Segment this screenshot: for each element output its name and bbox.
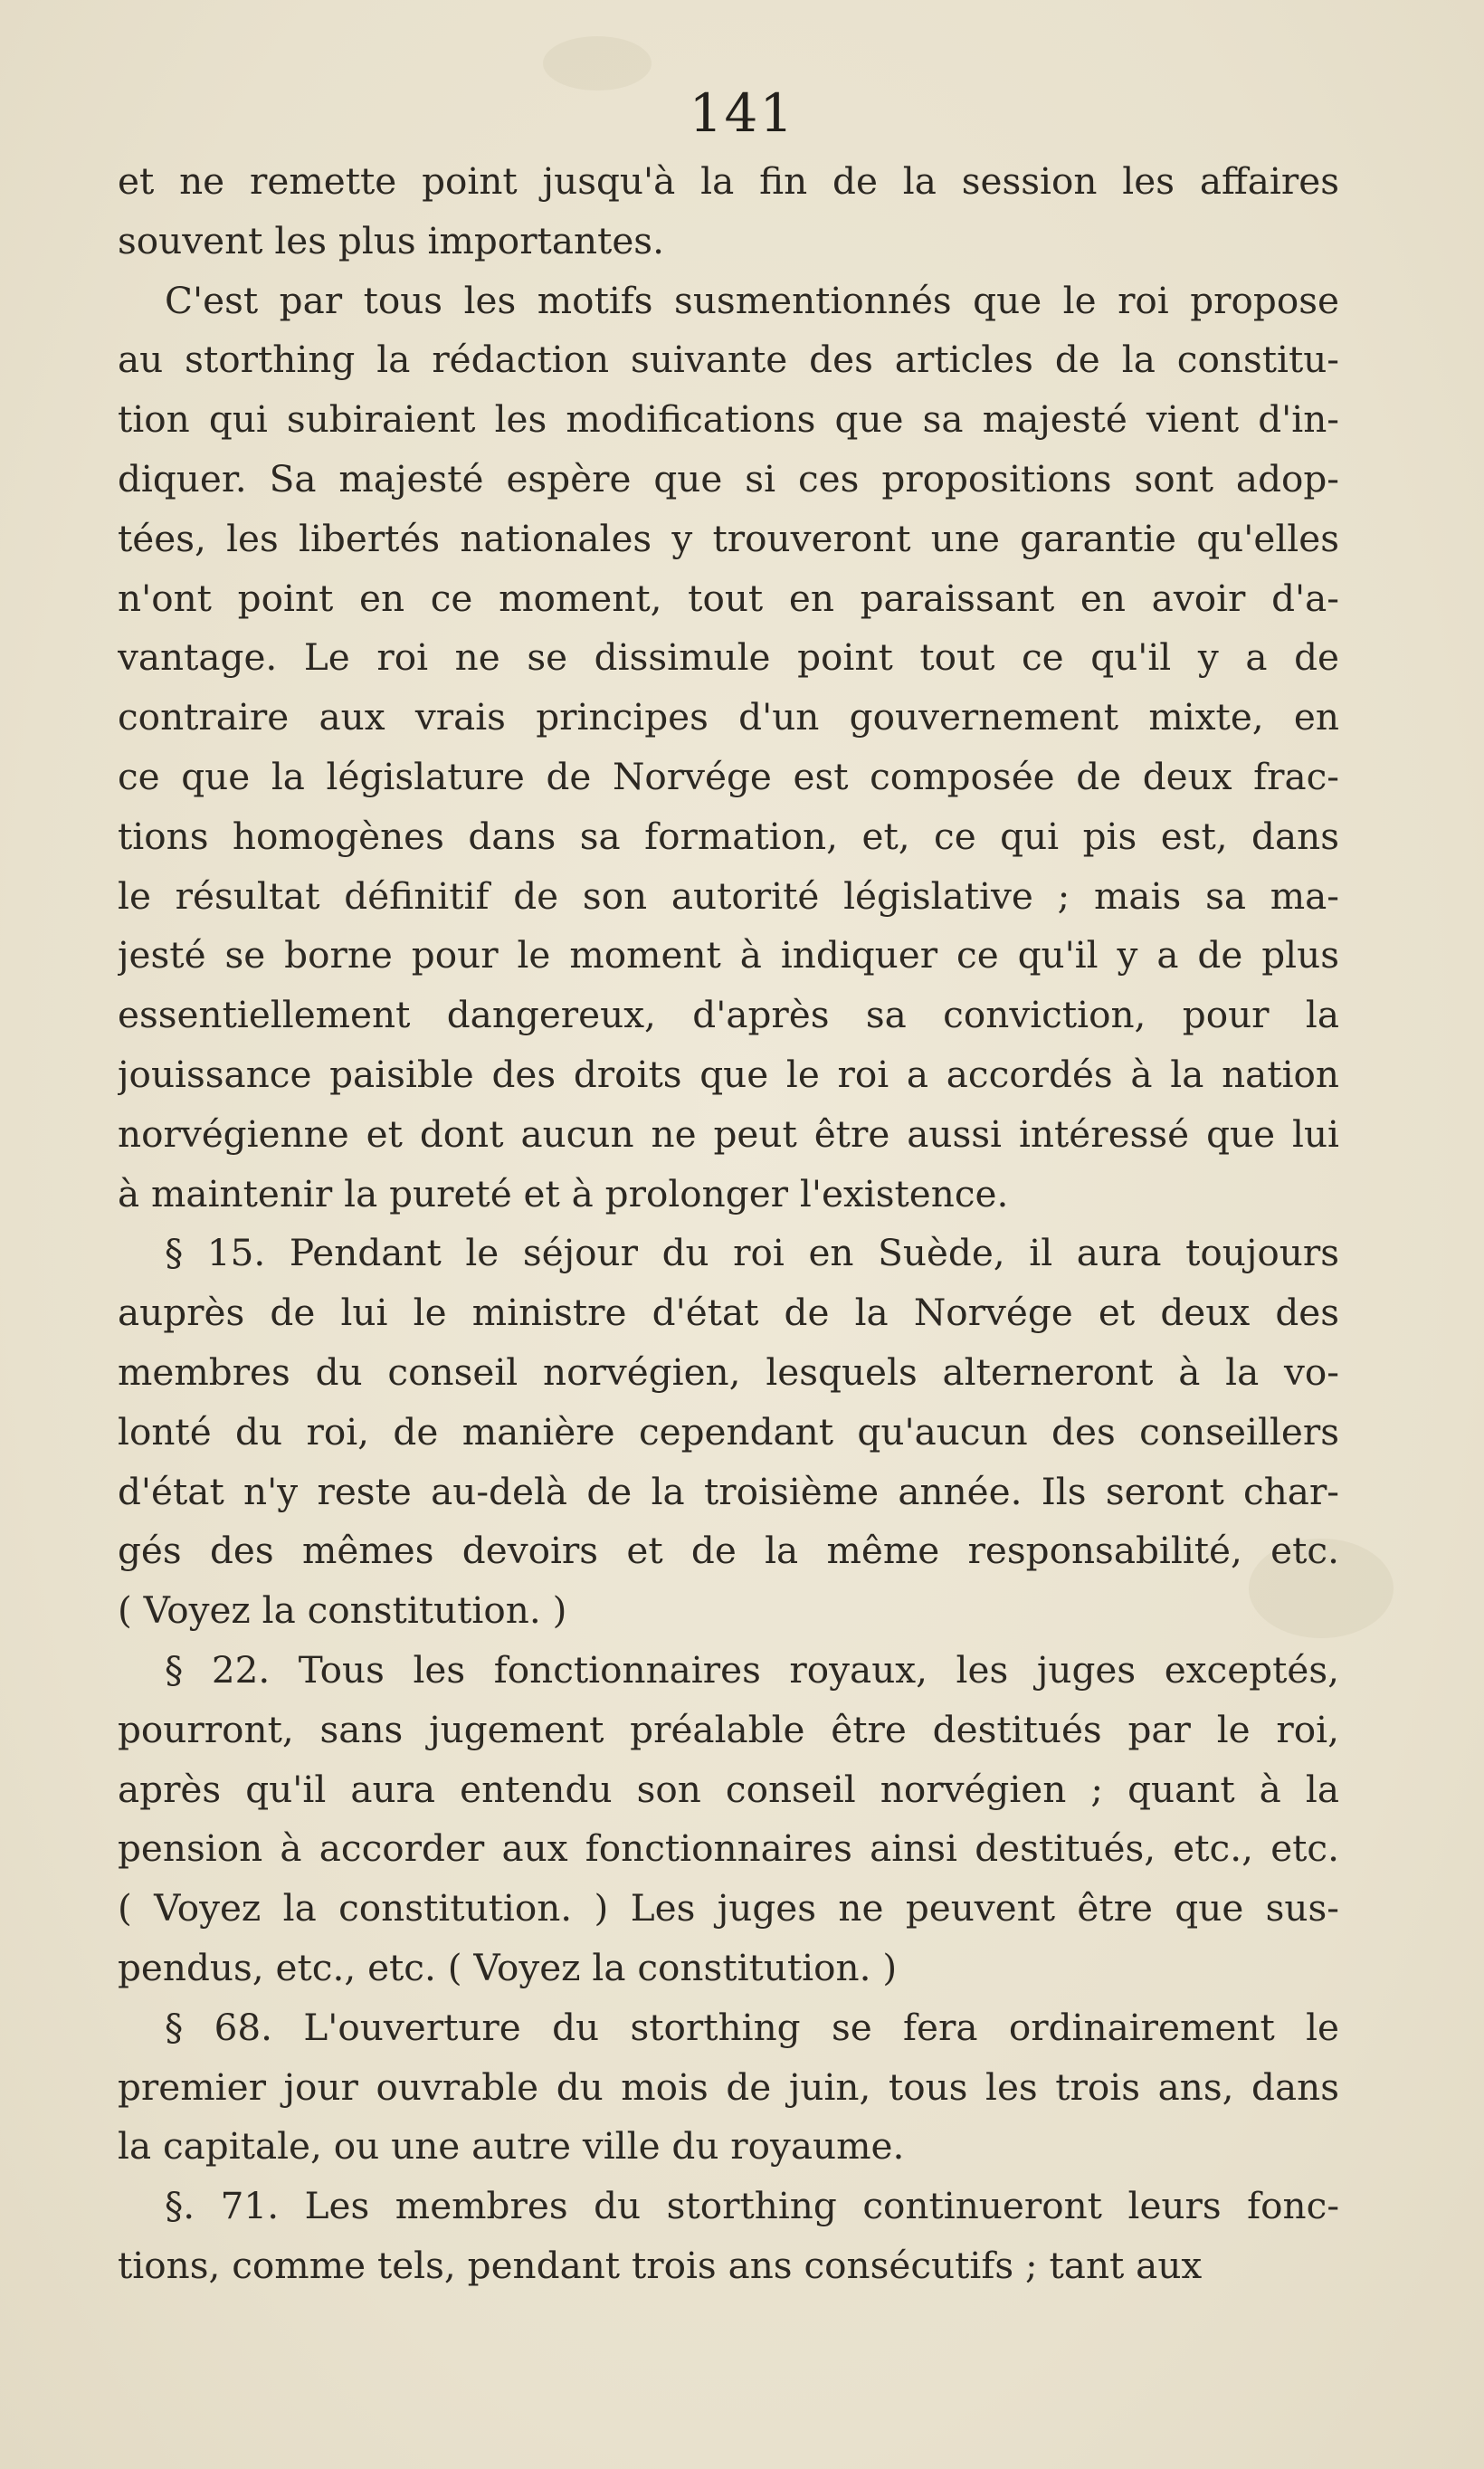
text-line: § 68. L'ouverture du storthing se fera ordinairement le (165, 2005, 1339, 2049)
text-line: ( Voyez la constitution. ) (118, 1588, 567, 1633)
paragraph (118, 1641, 1339, 1998)
text-line: n'ont point en ce moment, tout en paraissant en avoir d'a- (118, 576, 1339, 620)
text-line: ce que la législature de Norvége est composée de deux frac- (118, 754, 1339, 798)
text-line: tions homogènes dans sa formation, et, ce qui pis est, dans (118, 814, 1339, 858)
paragraph (118, 1224, 1339, 1641)
text-line: norvégienne et dont aucun ne peut être aussi intéressé que lui (118, 1111, 1339, 1156)
paragraph (118, 272, 1339, 1225)
text-line: tées, les libertés nationales y trouveront une garantie qu'elles (118, 516, 1339, 560)
paragraph (118, 1998, 1339, 2177)
text-line: pension à accorder aux fonctionnaires ainsi destitués, etc., etc. (118, 1826, 1339, 1871)
text-line: jouissance paisible des droits que le roi a accordés à la nation (118, 1052, 1339, 1096)
text-line: gés des mêmes devoirs et de la même responsabilité, etc. (118, 1529, 1339, 1573)
text-line: jesté se borne pour le moment à indiquer ce qu'il y a de plus (118, 933, 1339, 977)
text-line: et ne remette point jusqu'à la fin de la session les affaires (118, 159, 1339, 203)
text-line: d'état n'y reste au-delà de la troisième année. Ils seront char- (118, 1469, 1339, 1513)
paragraph (118, 2177, 1339, 2296)
text-line: § 22. Tous les fonctionnaires royaux, les juges exceptés, (165, 1647, 1339, 1692)
text-line: ( Voyez la constitution. ) Les juges ne peuvent être que sus- (118, 1886, 1339, 1930)
text-line: la capitale, ou une autre ville du royaume. (118, 2124, 905, 2169)
text-line: contraire aux vrais principes d'un gouvernement mixte, en (118, 695, 1339, 739)
text-line: lonté du roi, de manière cependant qu'aucun des conseillers (118, 1409, 1339, 1454)
text-line: diquer. Sa majesté espère que si ces propositions sont adop- (118, 456, 1339, 500)
text-line: essentiellement dangereux, d'après sa conviction, pour la (118, 993, 1339, 1037)
text-line: tion qui subiraient les modifications que sa majesté vient d'in- (118, 397, 1339, 442)
text-line: premier jour ouvrable du mois de juin, tous les trois ans, dans (118, 2064, 1339, 2109)
text-line: §. 71. Les membres du storthing continueront leurs fonc- (165, 2184, 1339, 2228)
text-line: souvent les plus importantes. (118, 218, 664, 262)
text-line: vantage. Le roi ne se dissimule point tout ce qu'il y a de (118, 635, 1339, 680)
text-line: pendus, etc., etc. ( Voyez la constitution. ) (118, 1945, 898, 1989)
page-number: 141 (689, 82, 795, 144)
text-line: pourront, sans jugement préalable être destitués par le roi, (118, 1707, 1339, 1751)
text-line: le résultat définitif de son autorité législative ; mais sa ma- (118, 873, 1339, 918)
page-body (118, 152, 1339, 2296)
text-line: à maintenir la pureté et à prolonger l'existence. (118, 1171, 1009, 1215)
paragraph (118, 152, 1339, 272)
text-line: § 15. Pendant le séjour du roi en Suède, il aura toujours (165, 1231, 1339, 1275)
text-line: C'est par tous les motifs susmentionnés que le roi propose (165, 278, 1339, 322)
text-line: tions, comme tels, pendant trois ans consécutifs ; tant aux (118, 2243, 1203, 2287)
text-line: au storthing la rédaction suivante des articles de la constitu- (118, 338, 1339, 382)
text-line: membres du conseil norvégien, lesquels alterneront à la vo- (118, 1349, 1339, 1394)
text-line: après qu'il aura entendu son conseil norvégien ; quant à la (118, 1767, 1339, 1811)
text-line: auprès de lui le ministre d'état de la Norvége et deux des (118, 1291, 1339, 1335)
